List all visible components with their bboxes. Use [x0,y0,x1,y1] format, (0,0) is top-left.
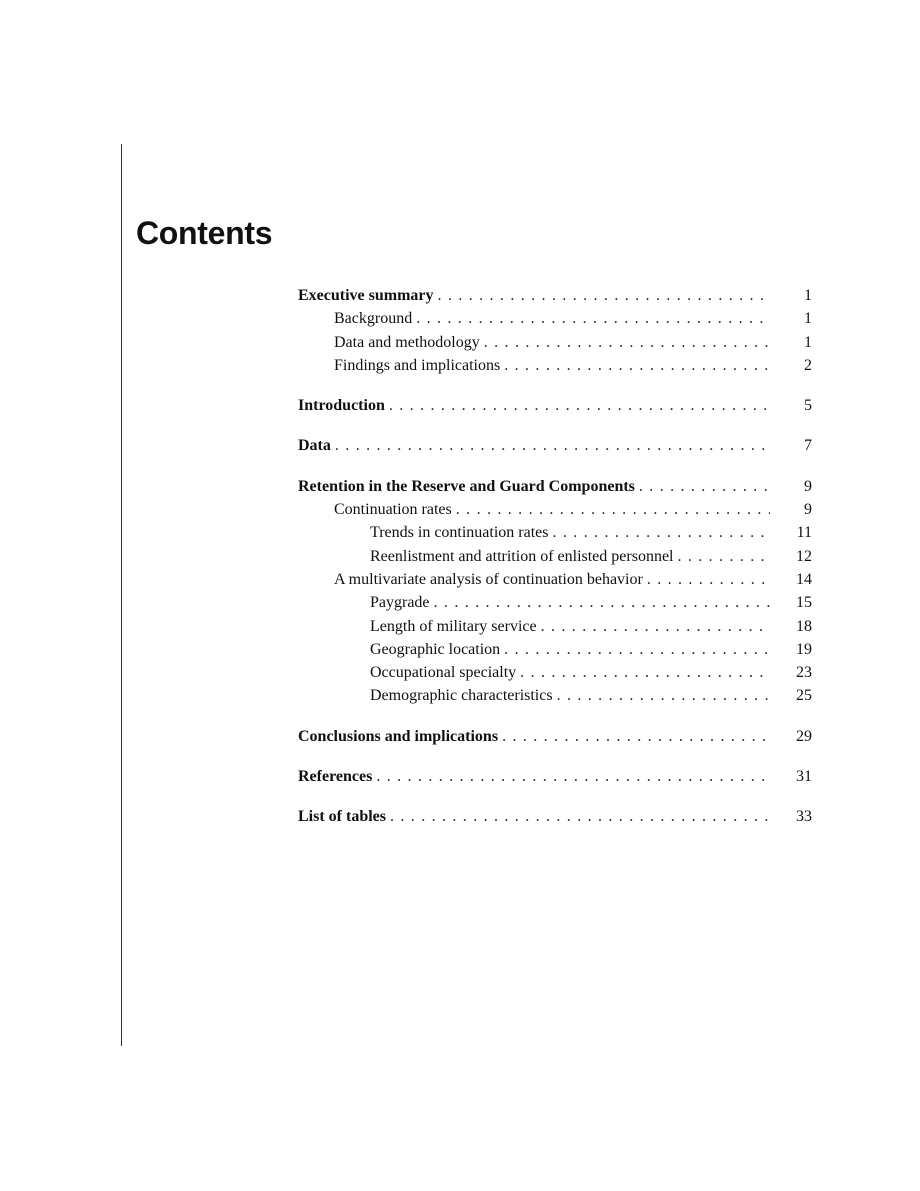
toc-entry-page-number: 11 [796,524,812,542]
toc-entry-label: References [298,768,373,786]
toc-entry-label: Retention in the Reserve and Guard Components [298,477,635,495]
toc-entry[interactable] [298,615,812,638]
toc-entry-label: Executive summary [298,287,434,304]
toc-entry-page-number: 14 [796,570,812,588]
dot-leader [438,284,770,307]
toc-entry-page-number: 7 [804,437,812,455]
toc-entry[interactable] [298,684,812,707]
dot-leader [677,545,770,568]
dot-leader [520,661,770,684]
toc-entry-label: Background [334,310,413,328]
toc-entry-page-number: 1 [804,310,812,328]
dot-leader [389,394,770,417]
dot-leader [376,765,770,788]
table-of-contents [298,284,812,829]
toc-entry-page-number: 2 [804,356,812,374]
toc-entry-page-number: 9 [804,477,812,495]
toc-entry-page-number: 12 [796,547,812,565]
dot-leader [504,354,770,377]
toc-entry-label: Data and methodology [334,333,480,351]
dot-leader [541,615,770,638]
toc-entry-page-number: 5 [804,397,812,415]
toc-entry[interactable] [298,521,812,544]
toc-entry-page-number: 19 [796,640,812,658]
dot-leader [434,591,770,614]
toc-entry[interactable] [298,354,812,377]
toc-entry-label: Findings and implications [334,356,501,374]
toc-entry-label: Continuation rates [334,501,452,519]
toc-entry-label: A multivariate analysis of continuation behavior [334,570,643,588]
toc-entry[interactable] [298,765,812,788]
toc-entry-page-number: 23 [796,664,812,682]
toc-entry-label: Occupational specialty [370,664,517,682]
toc-entry-page-number: 29 [796,727,812,745]
toc-entry[interactable] [298,661,812,684]
toc-entry-label: Paygrade [370,594,430,612]
toc-entry[interactable] [298,805,812,828]
toc-entry[interactable] [298,331,812,354]
dot-leader [557,684,770,707]
page-title: Contents [136,215,273,251]
toc-entry[interactable] [298,638,812,661]
toc-entry-label: Demographic characteristics [370,687,553,705]
dot-leader [456,498,770,521]
toc-entry[interactable] [298,725,812,748]
dot-leader [390,805,770,828]
toc-entry-page-number: 1 [804,287,812,304]
toc-entry-page-number: 25 [796,687,812,705]
toc-entry-page-number: 31 [796,768,812,786]
toc-entry-label: Length of military service [370,617,537,635]
toc-entry-label: Introduction [298,397,385,415]
toc-entry[interactable] [298,307,812,330]
toc-entry-label: Conclusions and implications [298,727,499,745]
toc-entry[interactable] [298,394,812,417]
dot-leader [504,638,770,661]
toc-entry-page-number: 9 [804,501,812,519]
toc-entry-label: Data [298,437,331,455]
dot-leader [639,475,770,498]
toc-entry-page-number: 18 [796,617,812,635]
toc-entry-page-number: 33 [796,808,812,826]
dot-leader [335,434,770,457]
toc-entry[interactable] [298,591,812,614]
toc-entry-label: Reenlistment and attrition of enlisted personnel [370,547,674,565]
toc-entry[interactable] [298,498,812,521]
dot-leader [502,725,770,748]
toc-entry[interactable] [298,284,812,307]
toc-entry[interactable] [298,568,812,591]
toc-entry-page-number: 1 [804,333,812,351]
toc-entry-page-number: 15 [796,594,812,612]
toc-entry-label: Geographic location [370,640,501,658]
toc-entry[interactable] [298,475,812,498]
toc-entry[interactable] [298,434,812,457]
toc-entry[interactable] [298,545,812,568]
margin-rule [121,144,122,1046]
dot-leader [484,331,770,354]
dot-leader [553,521,771,544]
toc-entry-label: Trends in continuation rates [370,524,549,542]
dot-leader [416,307,770,330]
toc-entry-label: List of tables [298,808,386,826]
dot-leader [647,568,770,591]
